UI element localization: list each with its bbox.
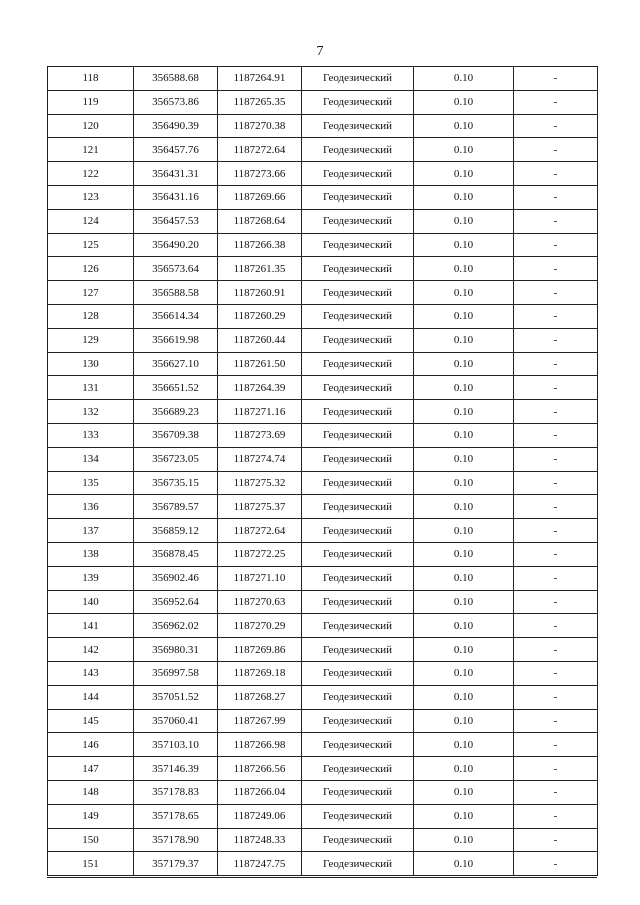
accuracy-cell: 0.10 — [414, 757, 514, 781]
coordinate-x-cell: 356709.38 — [134, 423, 218, 447]
point-number-cell: 132 — [48, 400, 134, 424]
coordinate-y-cell: 1187267.99 — [218, 709, 302, 733]
coordinate-y-cell: 1187261.50 — [218, 352, 302, 376]
note-cell: - — [514, 804, 598, 828]
coordinate-y-cell: 1187272.25 — [218, 542, 302, 566]
coordinate-x-cell: 356980.31 — [134, 638, 218, 662]
note-cell: - — [514, 614, 598, 638]
coordinate-x-cell: 356651.52 — [134, 376, 218, 400]
point-number-cell: 120 — [48, 114, 134, 138]
table-row — [48, 566, 598, 590]
note-cell: - — [514, 733, 598, 757]
point-number-cell: 139 — [48, 566, 134, 590]
method-cell: Геодезический — [302, 638, 414, 662]
coordinate-x-cell: 357060.41 — [134, 709, 218, 733]
coordinate-y-cell: 1187271.10 — [218, 566, 302, 590]
coordinate-y-cell: 1187266.56 — [218, 757, 302, 781]
note-cell: - — [514, 661, 598, 685]
coordinate-x-cell: 356431.16 — [134, 185, 218, 209]
method-cell: Геодезический — [302, 90, 414, 114]
coordinate-y-cell: 1187268.64 — [218, 209, 302, 233]
method-cell: Геодезический — [302, 281, 414, 305]
coordinate-y-cell: 1187270.38 — [218, 114, 302, 138]
accuracy-cell: 0.10 — [414, 185, 514, 209]
coordinate-x-cell: 356614.34 — [134, 304, 218, 328]
coordinate-y-cell: 1187268.27 — [218, 685, 302, 709]
table-row — [48, 185, 598, 209]
coordinate-x-cell: 356573.64 — [134, 257, 218, 281]
table-row — [48, 661, 598, 685]
method-cell: Геодезический — [302, 852, 414, 876]
coordinates-table-body — [48, 67, 598, 876]
coordinate-x-cell: 357051.52 — [134, 685, 218, 709]
coordinate-x-cell: 356457.76 — [134, 138, 218, 162]
method-cell: Геодезический — [302, 423, 414, 447]
method-cell: Геодезический — [302, 376, 414, 400]
table-row — [48, 352, 598, 376]
coordinate-y-cell: 1187275.32 — [218, 471, 302, 495]
coordinate-y-cell: 1187260.44 — [218, 328, 302, 352]
method-cell: Геодезический — [302, 185, 414, 209]
accuracy-cell: 0.10 — [414, 804, 514, 828]
coordinate-x-cell: 356490.20 — [134, 233, 218, 257]
table-row — [48, 233, 598, 257]
note-cell: - — [514, 138, 598, 162]
point-number-cell: 128 — [48, 304, 134, 328]
method-cell: Геодезический — [302, 804, 414, 828]
method-cell: Геодезический — [302, 209, 414, 233]
method-cell: Геодезический — [302, 733, 414, 757]
table-row — [48, 495, 598, 519]
table-row — [48, 638, 598, 662]
coordinate-y-cell: 1187260.29 — [218, 304, 302, 328]
note-cell: - — [514, 590, 598, 614]
point-number-cell: 143 — [48, 661, 134, 685]
point-number-cell: 145 — [48, 709, 134, 733]
note-cell: - — [514, 400, 598, 424]
note-cell: - — [514, 852, 598, 876]
method-cell: Геодезический — [302, 114, 414, 138]
accuracy-cell: 0.10 — [414, 90, 514, 114]
coordinate-x-cell: 356723.05 — [134, 447, 218, 471]
method-cell: Геодезический — [302, 138, 414, 162]
point-number-cell: 138 — [48, 542, 134, 566]
coordinate-x-cell: 356573.86 — [134, 90, 218, 114]
table-row — [48, 90, 598, 114]
accuracy-cell: 0.10 — [414, 447, 514, 471]
note-cell: - — [514, 114, 598, 138]
method-cell: Геодезический — [302, 566, 414, 590]
table-row — [48, 590, 598, 614]
note-cell: - — [514, 709, 598, 733]
table-row — [48, 542, 598, 566]
accuracy-cell: 0.10 — [414, 709, 514, 733]
accuracy-cell: 0.10 — [414, 471, 514, 495]
method-cell: Геодезический — [302, 614, 414, 638]
table-row — [48, 304, 598, 328]
coordinate-y-cell: 1187273.69 — [218, 423, 302, 447]
coordinate-x-cell: 357178.65 — [134, 804, 218, 828]
table-row — [48, 138, 598, 162]
accuracy-cell: 0.10 — [414, 209, 514, 233]
point-number-cell: 147 — [48, 757, 134, 781]
accuracy-cell: 0.10 — [414, 257, 514, 281]
page-number: 7 — [316, 44, 324, 59]
coordinate-x-cell: 356789.57 — [134, 495, 218, 519]
accuracy-cell: 0.10 — [414, 519, 514, 543]
accuracy-cell: 0.10 — [414, 828, 514, 852]
note-cell: - — [514, 495, 598, 519]
coordinate-y-cell: 1187261.35 — [218, 257, 302, 281]
coordinate-x-cell: 356735.15 — [134, 471, 218, 495]
accuracy-cell: 0.10 — [414, 352, 514, 376]
coordinate-x-cell: 356588.58 — [134, 281, 218, 305]
table-row — [48, 614, 598, 638]
note-cell: - — [514, 257, 598, 281]
note-cell: - — [514, 638, 598, 662]
accuracy-cell: 0.10 — [414, 661, 514, 685]
coordinates-table — [47, 66, 598, 876]
table-row — [48, 281, 598, 305]
accuracy-cell: 0.10 — [414, 852, 514, 876]
coordinate-y-cell: 1187273.66 — [218, 162, 302, 186]
coordinate-x-cell: 356962.02 — [134, 614, 218, 638]
coordinate-y-cell: 1187266.04 — [218, 780, 302, 804]
table-row — [48, 162, 598, 186]
method-cell: Геодезический — [302, 162, 414, 186]
coordinate-y-cell: 1187271.16 — [218, 400, 302, 424]
method-cell: Геодезический — [302, 757, 414, 781]
point-number-cell: 142 — [48, 638, 134, 662]
table-row — [48, 852, 598, 876]
method-cell: Геодезический — [302, 685, 414, 709]
accuracy-cell: 0.10 — [414, 400, 514, 424]
point-number-cell: 122 — [48, 162, 134, 186]
accuracy-cell: 0.10 — [414, 281, 514, 305]
point-number-cell: 129 — [48, 328, 134, 352]
accuracy-cell: 0.10 — [414, 114, 514, 138]
note-cell: - — [514, 162, 598, 186]
note-cell: - — [514, 447, 598, 471]
point-number-cell: 151 — [48, 852, 134, 876]
point-number-cell: 150 — [48, 828, 134, 852]
table-row — [48, 733, 598, 757]
point-number-cell: 137 — [48, 519, 134, 543]
point-number-cell: 134 — [48, 447, 134, 471]
point-number-cell: 130 — [48, 352, 134, 376]
coordinate-y-cell: 1187249.06 — [218, 804, 302, 828]
coordinate-x-cell: 356627.10 — [134, 352, 218, 376]
coordinate-x-cell: 357178.90 — [134, 828, 218, 852]
table-row — [48, 471, 598, 495]
note-cell: - — [514, 233, 598, 257]
note-cell: - — [514, 328, 598, 352]
coordinate-y-cell: 1187266.98 — [218, 733, 302, 757]
table-row — [48, 67, 598, 91]
coordinate-y-cell: 1187269.18 — [218, 661, 302, 685]
note-cell: - — [514, 519, 598, 543]
table-row — [48, 519, 598, 543]
method-cell: Геодезический — [302, 709, 414, 733]
accuracy-cell: 0.10 — [414, 542, 514, 566]
coordinate-y-cell: 1187270.29 — [218, 614, 302, 638]
table-row — [48, 780, 598, 804]
point-number-cell: 146 — [48, 733, 134, 757]
method-cell: Геодезический — [302, 542, 414, 566]
accuracy-cell: 0.10 — [414, 733, 514, 757]
coordinate-y-cell: 1187272.64 — [218, 138, 302, 162]
coordinate-x-cell: 357103.10 — [134, 733, 218, 757]
note-cell: - — [514, 828, 598, 852]
table-row — [48, 709, 598, 733]
coordinate-x-cell: 356902.46 — [134, 566, 218, 590]
method-cell: Геодезический — [302, 400, 414, 424]
coordinate-x-cell: 357179.37 — [134, 852, 218, 876]
coordinate-x-cell: 356997.58 — [134, 661, 218, 685]
point-number-cell: 140 — [48, 590, 134, 614]
note-cell: - — [514, 376, 598, 400]
point-number-cell: 127 — [48, 281, 134, 305]
note-cell: - — [514, 566, 598, 590]
note-cell: - — [514, 67, 598, 91]
accuracy-cell: 0.10 — [414, 67, 514, 91]
point-number-cell: 136 — [48, 495, 134, 519]
method-cell: Геодезический — [302, 590, 414, 614]
accuracy-cell: 0.10 — [414, 638, 514, 662]
table-row — [48, 685, 598, 709]
accuracy-cell: 0.10 — [414, 566, 514, 590]
coordinate-x-cell: 356952.64 — [134, 590, 218, 614]
method-cell: Геодезический — [302, 495, 414, 519]
table-bottom-rule — [47, 877, 597, 878]
method-cell: Геодезический — [302, 780, 414, 804]
point-number-cell: 133 — [48, 423, 134, 447]
method-cell: Геодезический — [302, 352, 414, 376]
method-cell: Геодезический — [302, 828, 414, 852]
table-row — [48, 376, 598, 400]
table-row — [48, 447, 598, 471]
method-cell: Геодезический — [302, 328, 414, 352]
coordinate-x-cell: 356431.31 — [134, 162, 218, 186]
coordinate-x-cell: 356859.12 — [134, 519, 218, 543]
point-number-cell: 149 — [48, 804, 134, 828]
note-cell: - — [514, 304, 598, 328]
point-number-cell: 141 — [48, 614, 134, 638]
coordinate-x-cell: 356490.39 — [134, 114, 218, 138]
method-cell: Геодезический — [302, 304, 414, 328]
table-row — [48, 328, 598, 352]
table-row — [48, 209, 598, 233]
coordinate-y-cell: 1187275.37 — [218, 495, 302, 519]
accuracy-cell: 0.10 — [414, 376, 514, 400]
coordinate-y-cell: 1187266.38 — [218, 233, 302, 257]
table-row — [48, 257, 598, 281]
note-cell: - — [514, 352, 598, 376]
accuracy-cell: 0.10 — [414, 328, 514, 352]
coordinate-x-cell: 356588.68 — [134, 67, 218, 91]
note-cell: - — [514, 471, 598, 495]
point-number-cell: 148 — [48, 780, 134, 804]
table-row — [48, 114, 598, 138]
point-number-cell: 123 — [48, 185, 134, 209]
coordinate-y-cell: 1187248.33 — [218, 828, 302, 852]
accuracy-cell: 0.10 — [414, 304, 514, 328]
point-number-cell: 121 — [48, 138, 134, 162]
note-cell: - — [514, 185, 598, 209]
coordinate-x-cell: 356878.45 — [134, 542, 218, 566]
coordinate-y-cell: 1187272.64 — [218, 519, 302, 543]
note-cell: - — [514, 757, 598, 781]
point-number-cell: 131 — [48, 376, 134, 400]
method-cell: Геодезический — [302, 661, 414, 685]
method-cell: Геодезический — [302, 257, 414, 281]
table-row — [48, 828, 598, 852]
accuracy-cell: 0.10 — [414, 423, 514, 447]
coordinate-y-cell: 1187264.39 — [218, 376, 302, 400]
method-cell: Геодезический — [302, 233, 414, 257]
coordinate-y-cell: 1187265.35 — [218, 90, 302, 114]
coordinate-x-cell: 356619.98 — [134, 328, 218, 352]
coordinate-y-cell: 1187264.91 — [218, 67, 302, 91]
point-number-cell: 135 — [48, 471, 134, 495]
coordinate-y-cell: 1187269.66 — [218, 185, 302, 209]
note-cell: - — [514, 209, 598, 233]
accuracy-cell: 0.10 — [414, 233, 514, 257]
note-cell: - — [514, 780, 598, 804]
note-cell: - — [514, 685, 598, 709]
point-number-cell: 125 — [48, 233, 134, 257]
note-cell: - — [514, 542, 598, 566]
note-cell: - — [514, 281, 598, 305]
coordinate-y-cell: 1187274.74 — [218, 447, 302, 471]
accuracy-cell: 0.10 — [414, 138, 514, 162]
accuracy-cell: 0.10 — [414, 685, 514, 709]
accuracy-cell: 0.10 — [414, 614, 514, 638]
table-row — [48, 757, 598, 781]
method-cell: Геодезический — [302, 447, 414, 471]
coordinate-y-cell: 1187247.75 — [218, 852, 302, 876]
coordinate-y-cell: 1187270.63 — [218, 590, 302, 614]
note-cell: - — [514, 90, 598, 114]
table-row — [48, 423, 598, 447]
method-cell: Геодезический — [302, 519, 414, 543]
accuracy-cell: 0.10 — [414, 162, 514, 186]
coordinate-x-cell: 357178.83 — [134, 780, 218, 804]
method-cell: Геодезический — [302, 67, 414, 91]
point-number-cell: 144 — [48, 685, 134, 709]
point-number-cell: 118 — [48, 67, 134, 91]
point-number-cell: 126 — [48, 257, 134, 281]
coordinate-x-cell: 357146.39 — [134, 757, 218, 781]
table-row — [48, 400, 598, 424]
point-number-cell: 119 — [48, 90, 134, 114]
coordinate-x-cell: 356689.23 — [134, 400, 218, 424]
point-number-cell: 124 — [48, 209, 134, 233]
accuracy-cell: 0.10 — [414, 590, 514, 614]
coordinate-y-cell: 1187269.86 — [218, 638, 302, 662]
coordinate-x-cell: 356457.53 — [134, 209, 218, 233]
table-row — [48, 804, 598, 828]
coordinate-y-cell: 1187260.91 — [218, 281, 302, 305]
accuracy-cell: 0.10 — [414, 495, 514, 519]
method-cell: Геодезический — [302, 471, 414, 495]
accuracy-cell: 0.10 — [414, 780, 514, 804]
note-cell: - — [514, 423, 598, 447]
